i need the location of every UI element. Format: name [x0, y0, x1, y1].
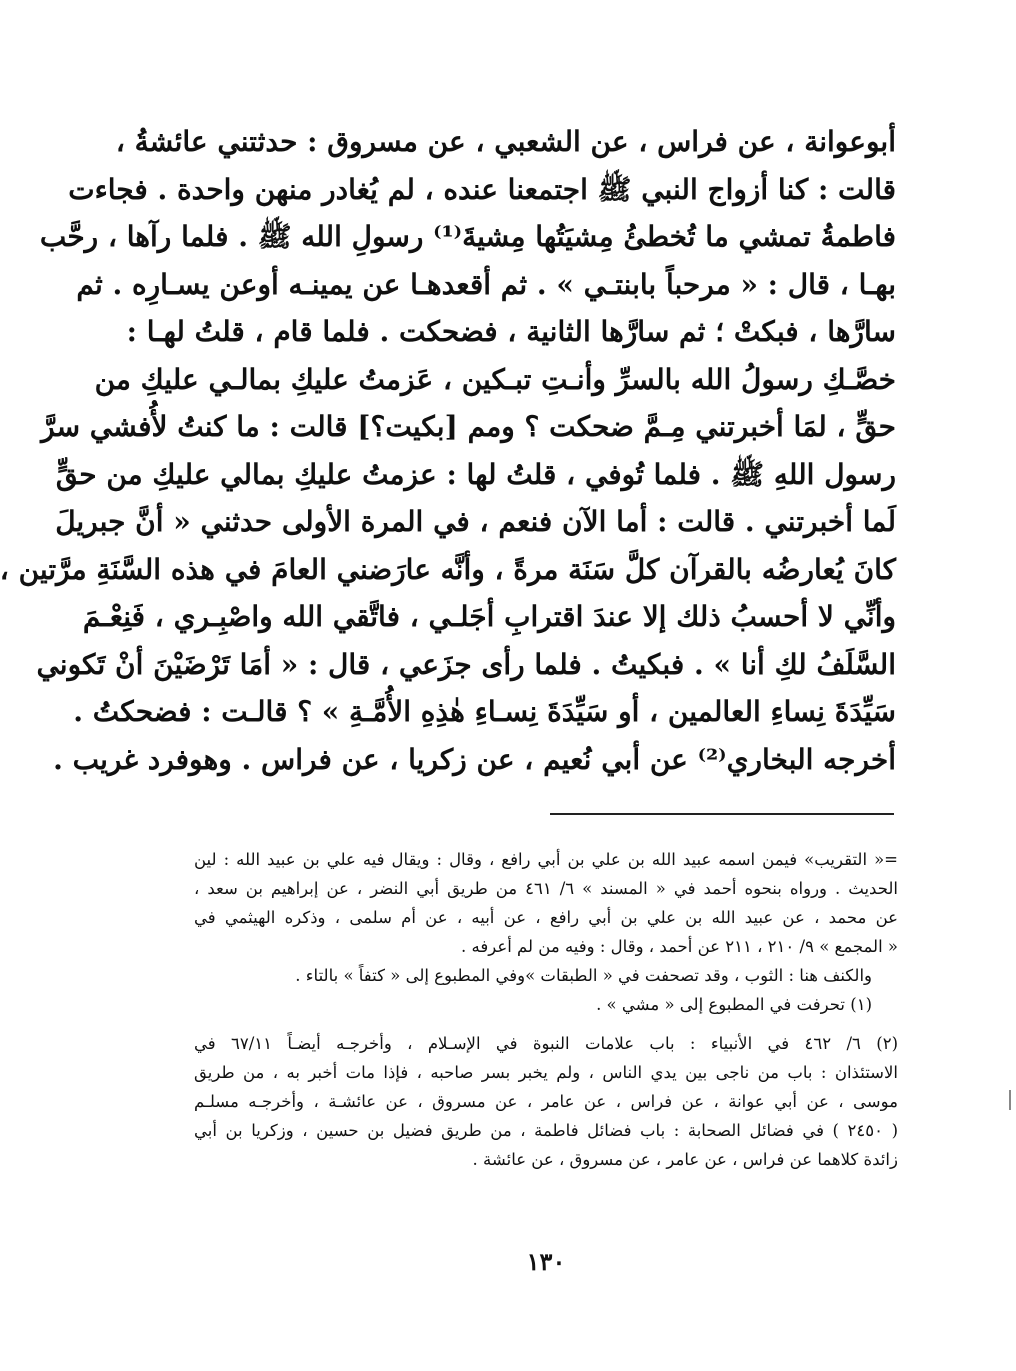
footnote-continuation [194, 845, 898, 961]
footnote-line: « المجمع » ٩/ ٢١٠ ، ٢١١ عن أحمد ، وقال : وفيه من لم أعرفه . [461, 937, 898, 956]
main-text-line: بهـا ، قال : « مرحباً بابنتـي » . ثم أقعدهـا عن يمينـه أوعن يسـارِه . ثم [76, 267, 896, 301]
footnote-line: ( ٢٤٥٠ ) في فضائل الصحابة : باب فضائل فاطمة ، من طريق فضيل بن حسين ، وزكريا بن أبي [194, 1121, 899, 1140]
footnotes [194, 845, 898, 1174]
footnote-line: =« التقريب» فيمن اسمه عبيد الله بن علي بن أبي رافع ، وقال : ويقال فيه علي بن عبيد الله : لين [194, 850, 898, 869]
footnote-1: (١) تحرفت في المطبوع إلى « مشي » . [596, 995, 872, 1014]
page-number: ١٣٠ [526, 1247, 566, 1276]
footnote-line: موسى ، عن أبي عوانة ، عن فراس ، عن عامر ، عن مسروق ، عن عائشـة ، وأخرجـه مسلـم [194, 1092, 898, 1111]
main-text-line: سارَّها ، فبكتْ ؛ ثم سارَّها الثانية ، فضحكت . فلما قام ، قلتُ لهـا : [126, 315, 896, 348]
main-text-line: سَيِّدَةَ نِساءِ العالمين ، أو سَيِّدَةَ نِسـاءِ هٰذِهِ الأُمَّـةِ » ؟ قالـت : فضحكتُ . [73, 695, 896, 728]
scan-artifact [1009, 1090, 1011, 1110]
footnote-line: والكنف هنا : الثوب ، وقد تصحفت في « الطبقات »وفي المطبوع إلى « كتفاً » بالتاء . [295, 966, 872, 985]
main-text-line: رسول اللهِ ﷺ . فلما تُوفي ، قلتُ لها : عزمتُ عليكِ بمالي عليكِ من حقٍّ [55, 457, 896, 491]
main-text-line: قالت : كنا أزواج النبي ﷺ اجتمعنا عنده ، لم يُغادر منهن واحدة . فجاءت [68, 172, 896, 206]
main-text-line: خصَّـكِ رسولُ الله بالسرِّ وأنـتِ تبـكين ، عَزمتُ عليكِ بمالـي عليكِ من [94, 362, 896, 396]
footnote-separator [550, 813, 894, 815]
main-text-line: حقٍّ ، لمَا أخبرتني مِـمَّ ضحكت ؟ ومم [بكيت؟] قالت : ما كنتُ لأُفشي سرَّ [41, 410, 896, 443]
footnote-kanaf [194, 961, 898, 1019]
main-text-line: كانَ يُعارضُه بالقرآن كلَّ سَنَة مرةً ، وأنَّه عارَضني العامَ في هذه السَّنَةِ مرَّتين ، [0, 552, 896, 586]
footnote-gap [194, 1019, 898, 1029]
main-text-line: وأنِّي لا أحسبُ ذلك إلا عندَ اقترابِ أجَلـي ، فاتَّقي الله واصْبِـري ، فَنِعْـمَ [82, 600, 896, 633]
main-text-line: السَّلَفُ لكِ أنا » . فبكيتُ . فلما رأى جزَعي ، قال : « أمَا تَرْضَيْنَ أنْ تَكوني [36, 647, 896, 681]
main-text-line: أبوعوانة ، عن فراس ، عن الشعبي ، عن مسروق : حدثتني عائشةُ ، [115, 125, 896, 158]
footnote-line: عن محمد ، عن عبيد الله بن علي بن أبي رافع ، عن أبيه ، عن أم سلمى ، وذكره الهيثمي في [194, 908, 898, 927]
footnote-line: الحديث . ورواه بنحوه أحمد في « المسند » ٦/ ٤٦١ من طريق أبي النضر ، عن إبراهيم بن سعد ، [194, 879, 898, 898]
main-text-line: فاطمةُ تمشي ما تُخطئُ مِشيَتُها مِشيةَ⁽¹⁾ رسولِ الله ﷺ . فلما رآها ، رحَّب [39, 220, 896, 253]
footnote-2 [194, 1029, 898, 1174]
footnote-line: الاستئذان : باب من ناجى بين يدي الناس ، ولم يخبر بسر صاحبه ، فإذا مات أخبر به ، من طريق [194, 1063, 898, 1082]
footnote-line: (٢) ٦/ ٤٦٢ في الأنبياء : باب علامات النبوة في الإسـلام ، وأخرجـه أيضـاً ٦٧/١١ في [194, 1034, 899, 1053]
footnote-line: زائدة كلاهما عن فراس ، عن عامر ، عن مسروق ، عن عائشة . [472, 1150, 898, 1169]
main-text-line: أخرجه البخاري⁽²⁾ عن أبي نُعيم ، عن زكريا ، عن فراس . وهوفرد غريب . [53, 742, 896, 776]
main-text-line: لَما أخبرتني . قالت : أما الآن فنعم ، في المرة الأولى حدثني « أنَّ جبريلَ [55, 505, 896, 538]
main-text [0, 118, 896, 783]
